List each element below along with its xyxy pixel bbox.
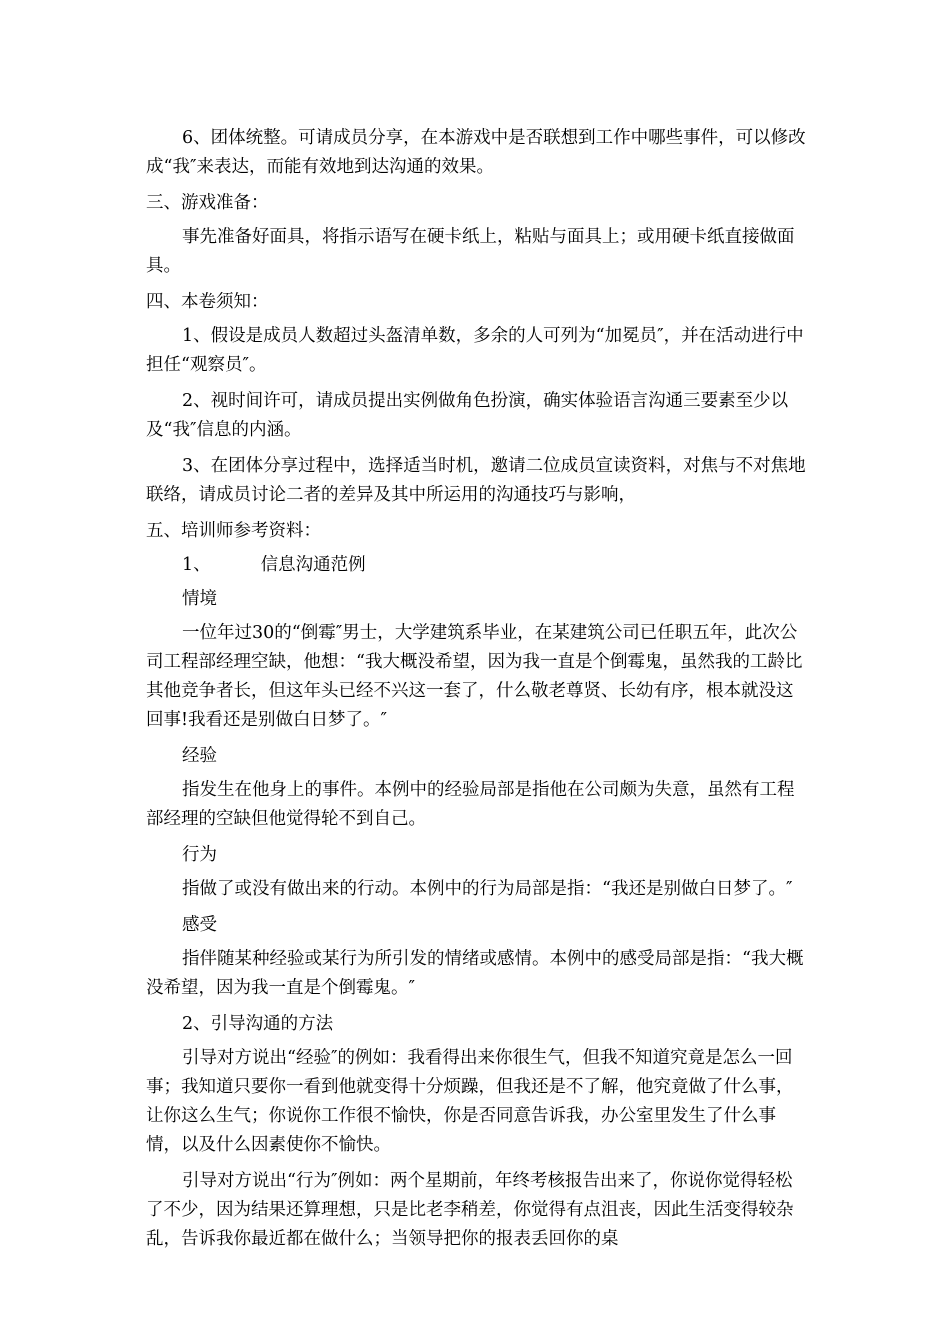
paragraph-note-2: 2、视时间许可，请成员提出实例做角色扮演，确实体验语言沟通三要素至少以及“我″信息的内涵。 (146, 391, 789, 440)
term-situation: 情境 (182, 589, 217, 609)
document-body (146, 124, 806, 1261)
term-feeling: 感受 (182, 915, 217, 935)
paragraph-preparation: 事先准备好面具，将指示语写在硬卡纸上，粘贴与面具上；或用硬卡纸直接做面具。 (146, 227, 795, 276)
term-behavior: 行为 (182, 845, 217, 865)
subheading-message-example (146, 551, 806, 580)
subheading-title: 信息沟通范例 (260, 555, 366, 575)
paragraph-guide-behavior: 引导对方说出“行为″例如：两个星期前，年终考核报告出来了，你说你觉得轻松了不少，因为结果还算理想，只是比老李稍差，你觉得有点沮丧，因此生活变得较杂乱，告诉我你最近都在做什么；当领导把你的报表丢回你的桌 (146, 1171, 794, 1249)
paragraph-note-1: 1、假设是成员人数超过头盔清单数，多余的人可列为“加冕员″，并在活动进行中担任“观察员″。 (146, 326, 804, 375)
paragraph-behavior: 指做了或没有做出来的行动。本例中的行为局部是指：“我还是别做白日梦了。″ (182, 879, 793, 899)
subheading-guiding-methods: 2、引导沟通的方法 (182, 1014, 334, 1034)
paragraph-feeling: 指伴随某种经验或某行为所引发的情绪或感情。本例中的感受局部是指：“我大概没希望，因为我一直是个倒霉鬼。″ (146, 949, 804, 998)
paragraph-note-3: 3、在团体分享过程中，选择适当时机，邀请二位成员宣读资料，对焦与不对焦地联络，请成员讨论二者的差异及其中所运用的沟通技巧与影响， (146, 456, 806, 505)
paragraph-situation: 一位年过30的“倒霉″男士，大学建筑系毕业，在某建筑公司已任职五年，此次公司工程部经理空缺，他想：“我大概没希望，因为我一直是个倒霉鬼，虽然我的工龄比其他竞争者长，但这年头已经不兴这一套了，什么敬老尊贤、长幼有序，根本就没这回事!我看还是别做白日梦了。″ (146, 623, 803, 730)
subheading-number: 1、 (182, 555, 211, 575)
paragraph-group-summary: 6、团体统整。可请成员分享，在本游戏中是否联想到工作中哪些事件，可以修改成“我″来表达，而能有效地到达沟通的效果。 (146, 128, 806, 177)
heading-game-preparation: 三、游戏准备： (146, 193, 269, 213)
heading-notes: 四、本卷须知： (146, 292, 269, 312)
paragraph-experience: 指发生在他身上的事件。本例中的经验局部是指他在公司颇为失意，虽然有工程部经理的空缺但他觉得轮不到自己。 (146, 780, 795, 829)
heading-trainer-reference: 五、培训师参考资料： (146, 521, 321, 541)
term-experience: 经验 (182, 746, 217, 766)
paragraph-guide-experience: 引导对方说出“经验″的例如：我看得出来你很生气，但我不知道究竟是怎么一回事；我知道只要你一看到他就变得十分烦躁，但我还是不了解，他究竟做了什么事，让你这么生气；你说你工作很不愉快，你是否同意告诉我，办公室里发生了什么事情，以及什么因素使你不愉快。 (146, 1048, 794, 1155)
